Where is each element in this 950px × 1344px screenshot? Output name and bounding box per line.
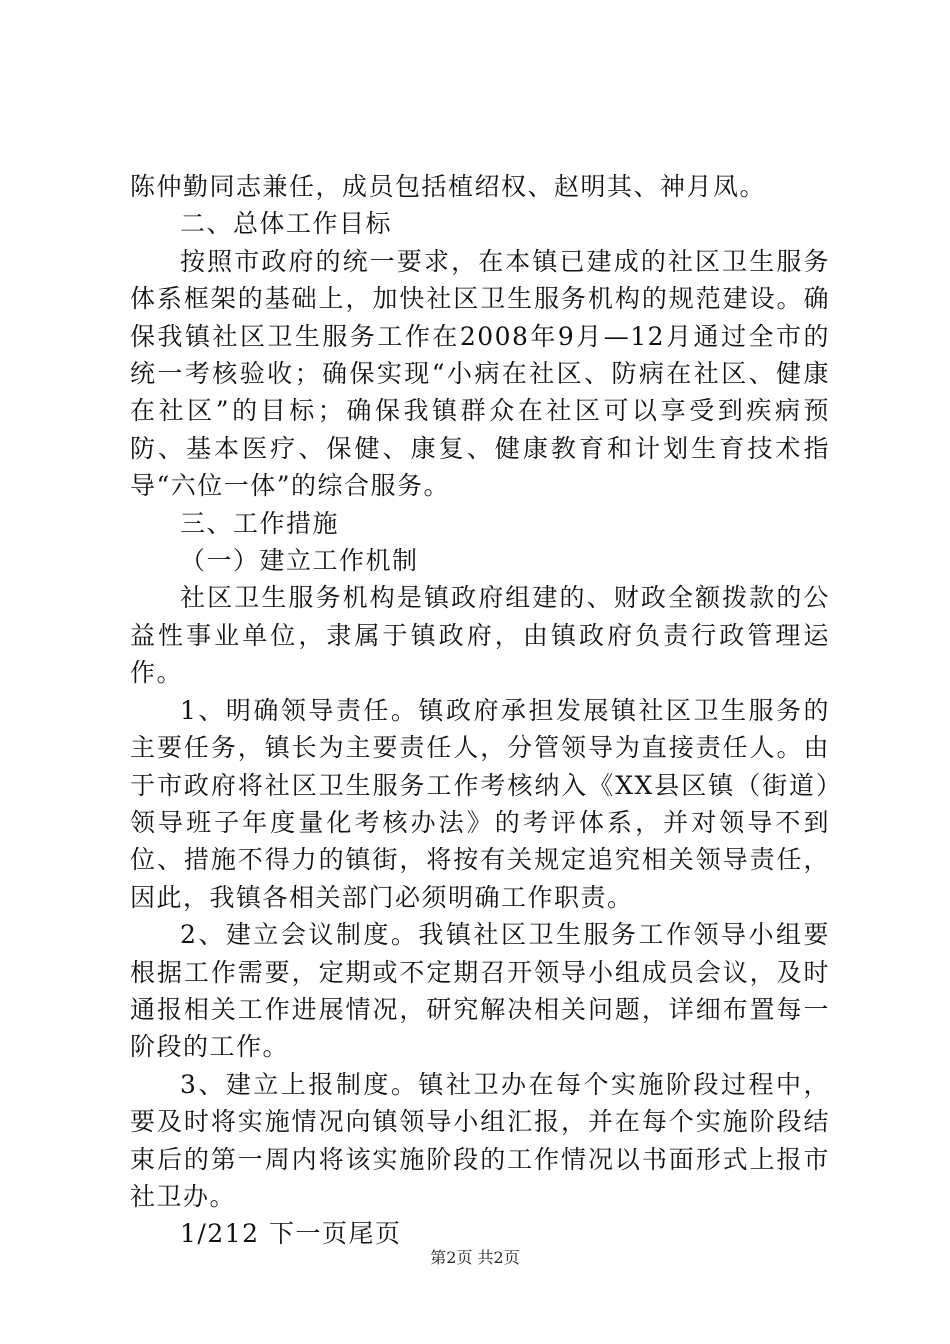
page-footer: 第2页 共2页 [430, 1248, 520, 1267]
paragraph-goals: 按照市政府的统一要求，在本镇已建成的社区卫生服务体系框架的基础上，加快社区卫生服务机构的规范建设。确保我镇社区卫生服务工作在2008年9月—12月通过全市的统一考核验收；确保实现“小病在社区、防病在社区、健康在社区”的目标；确保我镇群众在社区可以享受到疾病预防、基本医疗、保健、康复、健康教育和计划生育技术指导“六位一体”的综合服务。 [130, 246, 830, 501]
subsection-heading-work-mechanism: （一）建立工作机制 [180, 546, 419, 576]
section-heading-overall-goals: 二、总体工作目标 [180, 209, 393, 239]
paragraph-leadership-responsibility: 1、明确领导责任。镇政府承担发展镇社区卫生服务的主要任务，镇长为主要责任人，分管领导为直接责任人。由于市政府将社区卫生服务工作考核纳入《XX县区镇（街道）领导班子年度量化考核办法》的考评体系，并对领导不到位、措施不得力的镇街，将按有关规定追究相关领导责任，因此，我镇各相关部门必须明确工作职责。 [130, 695, 830, 912]
paragraph-meeting-system: 2、建立会议制度。我镇社区卫生服务工作领导小组要根据工作需要，定期或不定期召开领导小组成员会议，及时通报相关工作进展情况，研究解决相关问题，详细布置每一阶段的工作。 [130, 920, 830, 1062]
paragraph-continuation: 陈仲勤同志兼任，成员包括植绍权、赵明其、神月凤。 [130, 172, 767, 201]
pagination-links[interactable]: 1/212 下一页尾页 [180, 1219, 402, 1249]
paragraph-institution: 社区卫生服务机构是镇政府组建的、财政全额拨款的公益性事业单位，隶属于镇政府，由镇政府负责行政管理运作。 [130, 583, 830, 688]
section-heading-work-measures: 三、工作措施 [180, 508, 340, 538]
paragraph-reporting-system: 3、建立上报制度。镇社卫办在每个实施阶段过程中，要及时将实施情况向镇领导小组汇报，并在每个实施阶段结束后的第一周内将该实施阶段的工作情况以书面形式上报市社卫办。 [130, 1069, 830, 1211]
document-body [130, 168, 830, 1253]
